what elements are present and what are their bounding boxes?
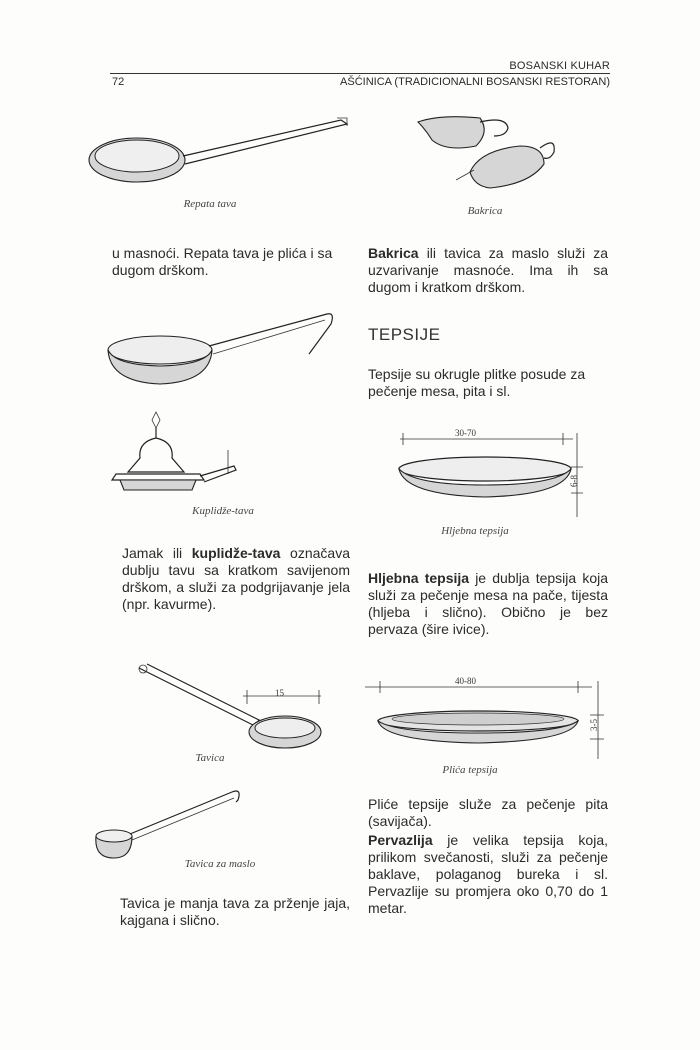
pervazlija-text-post: je velika tepsija koja, prilikom svečanosti, služi za pečenje baklave, polaganog bureka i sl. Pervazlije su promjera oko 0,70 do 1 metar. bbox=[368, 832, 608, 916]
tava-illustration bbox=[105, 310, 345, 395]
paragraph-plice-tepsije: Pliće tepsije služe za pečenje pita (savijača). bbox=[368, 796, 608, 829]
bakrica-text-post: ili tavica za maslo služi za uzvarivanje masnoće. Ima ih sa dugom i kratkom drškom. bbox=[368, 245, 608, 295]
paragraph-tavica: Tavica je manja tava za prženje jaja, kajgana i slično. bbox=[120, 895, 350, 928]
dimension-plica-height: 3-5 bbox=[589, 719, 599, 731]
dimension-hljebna-width: 30-70 bbox=[455, 428, 476, 438]
book-title: BOSANSKI KUHAR bbox=[509, 60, 610, 72]
paragraph-pervazlija bbox=[368, 832, 608, 917]
hljebna-text-post: je dublja tepsija koja služi za pečenje mesa na pače, tijesta (hljeba i slično). Obično je bez pervaza (šire ivice). bbox=[368, 570, 608, 637]
chapter-title: AŠĆINICA (TRADICIONALNI BOSANSKI RESTORAN) bbox=[340, 76, 610, 88]
hljebna-tepsija-illustration bbox=[395, 425, 590, 520]
tavica-illustration bbox=[135, 660, 335, 760]
kuplidze-tava-illustration bbox=[108, 410, 248, 500]
section-heading-tepsije: TEPSIJE bbox=[368, 325, 441, 344]
paragraph-tepsije: Tepsije su okrugle plitke posude za pečenje mesa, pita i sl. bbox=[368, 366, 586, 399]
hljebna-text-bold: Hljebna tepsija bbox=[368, 570, 470, 586]
kuplidze-text-post: označava dublju tavu sa kratkom savijenom drškom, a služi za podgrijavanje jela (npr. kavurme). bbox=[122, 545, 350, 612]
paragraph-kuplidze-tava bbox=[122, 545, 350, 613]
dimension-plica-width: 40-80 bbox=[455, 676, 476, 686]
paragraph-repata-tava: u masnoći. Repata tava je plića i sa dugom drškom. bbox=[112, 245, 333, 278]
page-number: 72 bbox=[112, 76, 125, 88]
caption-bakrica: Bakrica bbox=[467, 205, 503, 217]
kuplidze-text-bold: kuplidže-tava bbox=[191, 545, 281, 561]
header-rule bbox=[110, 73, 610, 74]
caption-tavica: Tavica bbox=[195, 752, 225, 764]
paragraph-hljebna-tepsija bbox=[368, 570, 608, 638]
paragraph-bakrica bbox=[368, 245, 608, 296]
caption-kuplidze-tava: Kuplidže-tava bbox=[192, 505, 254, 517]
bakrica-illustration bbox=[410, 110, 570, 195]
kuplidze-text-pre: Jamak ili bbox=[122, 545, 192, 561]
bakrica-text-bold: Bakrica bbox=[368, 245, 419, 261]
dimension-tavica: 15 bbox=[275, 688, 284, 698]
tavica-za-maslo-illustration bbox=[92, 786, 252, 866]
caption-plica-tepsija: Plića tepsija bbox=[442, 764, 498, 776]
repata-tava-illustration bbox=[85, 112, 355, 197]
caption-hljebna-tepsija: Hljebna tepsija bbox=[441, 525, 509, 537]
pervazlija-text-bold: Pervazlija bbox=[368, 832, 433, 848]
caption-repata-tava: Repata tava bbox=[183, 198, 237, 210]
plica-tepsija-illustration bbox=[360, 675, 610, 760]
caption-tavica-za-maslo: Tavica za maslo bbox=[184, 858, 256, 870]
dimension-hljebna-height: 6-8 bbox=[569, 475, 579, 487]
